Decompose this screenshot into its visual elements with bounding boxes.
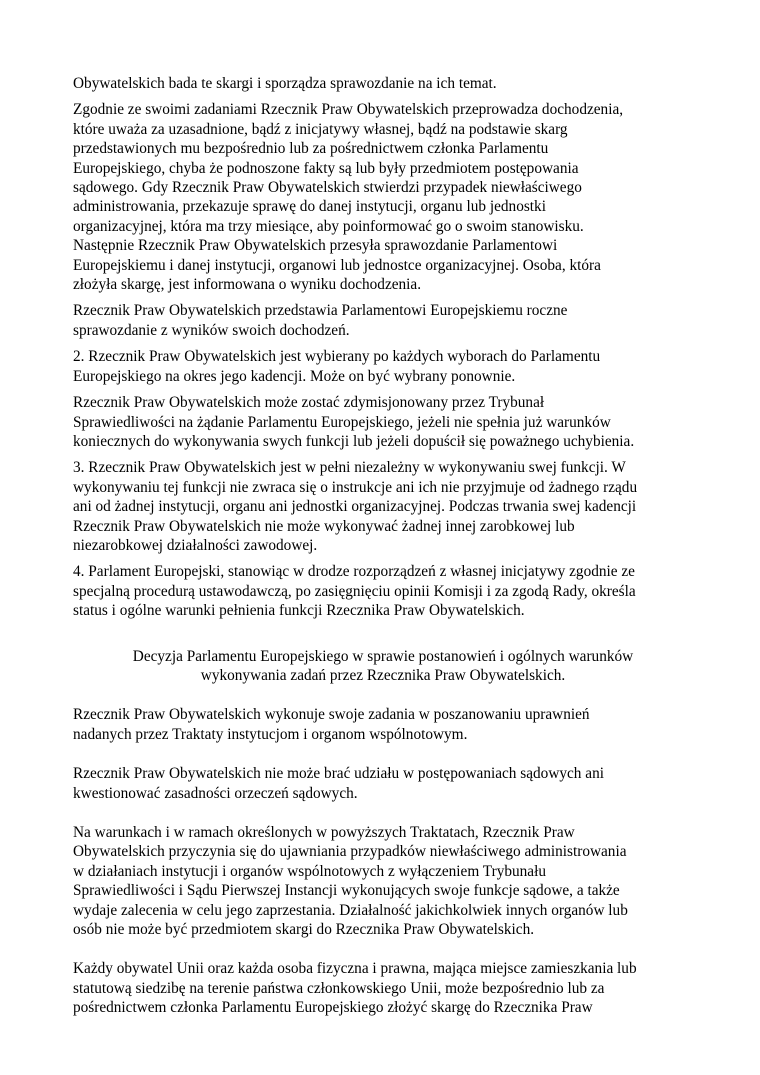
- paragraph-court-proceedings: Rzecznik Praw Obywatelskich nie może brać udziału w postępowaniach sądowych ani kwestionować zasadności orzeczeń sądowych.: [73, 765, 604, 802]
- document-page: [73, 74, 693, 1018]
- paragraph-independence: 3. Rzecznik Praw Obywatelskich jest w pełni niezależny w wykonywaniu swej funkcji. W wykonywaniu tej funkcji nie zwraca się o instrukcje ani ich nie przyjmuje od żadnego rządu ani od żadnej instytucji, organu ani jednostki organizacyjnej. Podczas trwania swej kadencji Rzecznik Praw Obywatelskich nie może wykonywać żadnej innej zarobkowej lub niezarobkowej działalności zawodowej.: [73, 459, 638, 554]
- paragraph-election: 2. Rzecznik Praw Obywatelskich jest wybierany po każdych wyborach do Parlamentu Europejskiego na okres jego kadencji. Może on być wybrany ponownie.: [73, 348, 601, 385]
- paragraph-intro-continuation: Obywatelskich bada te skargi i sporządza sprawozdanie na ich temat.: [73, 75, 497, 92]
- paragraph-complaints: Każdy obywatel Unii oraz każda osoba fizyczna i prawna, mająca miejsce zamieszkania lub statutową siedzibę na terenie państwa członkowskiego Unii, może bezpośrednio lub za pośrednictwem członka Parlamentu Europejskiego złożyć skargę do Rzecznika Praw: [73, 960, 637, 1017]
- paragraph-competences: Rzecznik Praw Obywatelskich wykonuje swoje zadania w poszanowaniu uprawnień nadanych przez Traktaty instytucjom i organom wspólnotowym.: [73, 706, 590, 743]
- paragraph-dismissal: Rzecznik Praw Obywatelskich może zostać zdymisjonowany przez Trybunał Sprawiedliwości na żądanie Parlamentu Europejskiego, jeżeli nie spełnia już warunków koniecznych do wykonywania swych funkcji lub jeżeli dopuścił się poważnego uchybienia.: [73, 394, 635, 450]
- paragraph-annual-report: Rzecznik Praw Obywatelskich przedstawia Parlamentowi Europejskiemu roczne sprawozdanie z wyników swoich dochodzeń.: [73, 302, 568, 339]
- paragraph-regulations: 4. Parlament Europejski, stanowiąc w drodze rozporządzeń z własnej inicjatywy zgodnie ze specjalną procedurą ustawodawczą, po zasięgnięciu opinii Komisji i za zgodą Rady, określa status i ogólne warunki pełnienia funkcji Rzecznika Praw Obywatelskich.: [73, 563, 636, 620]
- section-heading: Decyzja Parlamentu Europejskiego w sprawie postanowień i ogólnych warunków wykonywania zadań przez Rzecznika Praw Obywatelskich.: [132, 647, 634, 684]
- paragraph-maladministration: Na warunkach i w ramach określonych w powyższych Traktatach, Rzecznik Praw Obywatelskich przyczynia się do ujawniania przypadków niewłaściwego administrowania w działaniach instytucji i organów wspólnotowych z wyłączeniem Trybunału Sprawiedliwości i Sądu Pierwszej Instancji wykonujących swoje funkcje sądowe, a także wydaje zalecenia w celu jego zaprzestania. Działalność jakichkolwiek innych organów lub osób nie może być przedmiotem skargi do Rzecznika Praw Obywatelskich.: [73, 824, 628, 939]
- paragraph-investigations: Zgodnie ze swoimi zadaniami Rzecznik Praw Obywatelskich przeprowadza dochodzenia, które uważa za uzasadnione, bądź z inicjatywy własnej, bądź na podstawie skarg przedstawionych mu bezpośrednio lub za pośrednictwem członka Parlamentu Europejskiego, chyba że podnoszone fakty są lub były przedmiotem postępowania sądowego. Gdy Rzecznik Praw Obywatelskich stwierdzi przypadek niewłaściwego administrowania, przekazuje sprawę do danej instytucji, organu lub jednostki organizacyjnej, która ma trzy miesiące, aby poinformować go o swoim stanowisku. Następnie Rzecznik Praw Obywatelskich przesyła sprawozdanie Parlamentowi Europejskiemu i danej instytucji, organowi lub jednostce organizacyjnej. Osoba, która złożyła skargę, jest informowana o wyniku dochodzenia.: [73, 101, 624, 294]
